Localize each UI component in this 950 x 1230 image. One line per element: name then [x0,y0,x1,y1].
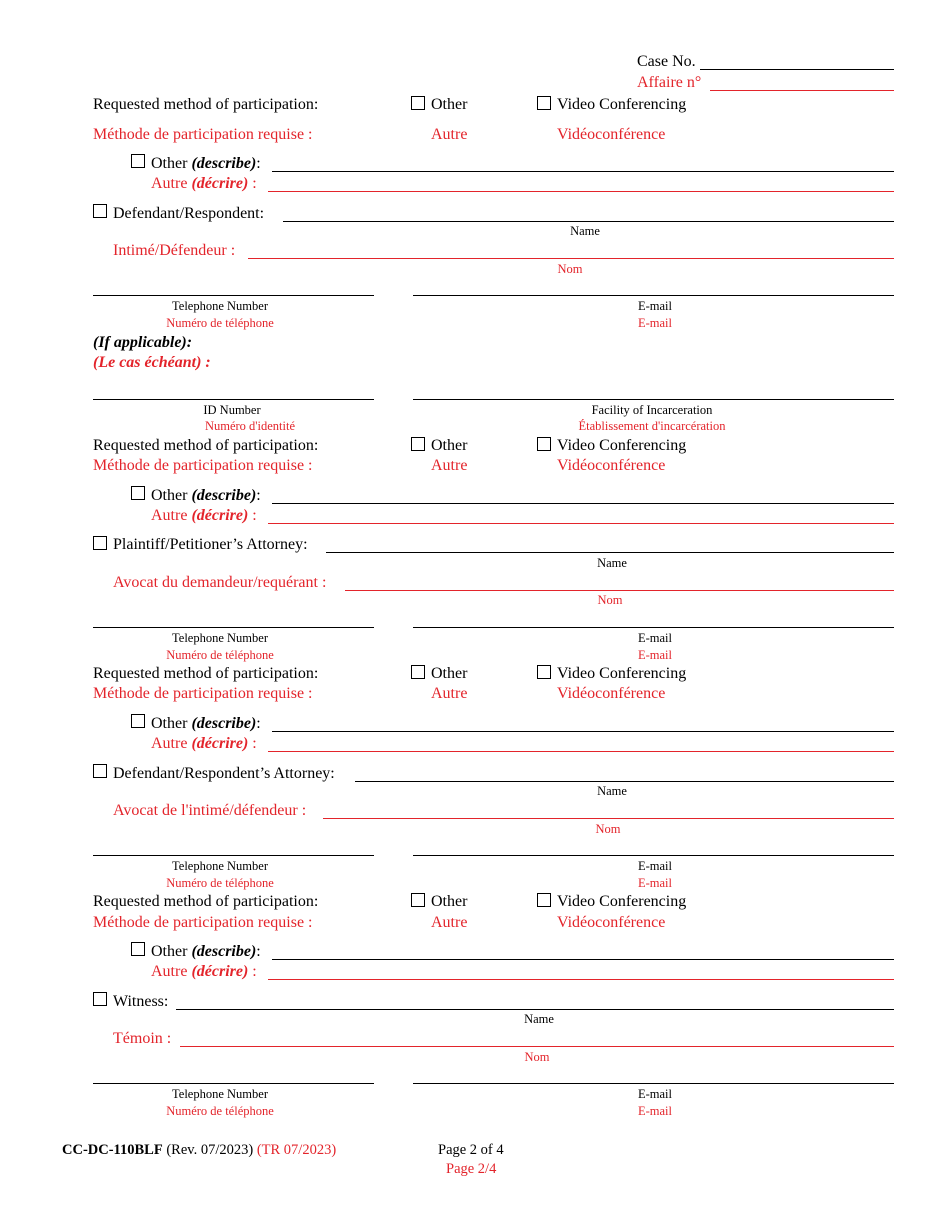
name-caption-fr: Nom [597,593,623,607]
defendant-label-fr: Intimé/Défendeur : [113,242,236,259]
other-describe-checkbox[interactable] [131,942,145,956]
other-checkbox[interactable] [411,96,425,110]
facility-caption: Facility of Incarceration [591,403,713,417]
video-conferencing-label: Video Conferencing [557,893,687,910]
plaintiff-attorney-name-line-fr [345,590,894,591]
plaintiff-attorney-name-field[interactable] [326,552,894,553]
video-conferencing-label-fr: Vidéoconférence [557,457,666,474]
defendant-checkbox[interactable] [93,204,107,218]
other-describe-label-fr: Autre (décrire) : [151,175,257,192]
other-label: Other [431,665,468,682]
other-describe-field[interactable] [272,731,894,732]
witness-label: Witness: [113,993,169,1010]
defendant-attorney-checkbox[interactable] [93,764,107,778]
other-label: Other [431,893,468,910]
other-label-fr: Autre [431,457,468,474]
other-describe-field-line-fr [268,751,894,752]
plaintiff-attorney-label-fr: Avocat du demandeur/requérant : [113,574,327,591]
method-label-fr: Méthode de participation requise : [93,457,313,474]
email-caption-fr: E-mail [637,648,672,662]
defendant-attorney-label: Defendant/Respondent’s Attorney: [113,765,335,782]
method-label: Requested method of participation: [93,665,319,682]
name-caption-fr: Nom [524,1050,550,1064]
other-describe-checkbox[interactable] [131,486,145,500]
method-label: Requested method of participation: [93,437,319,454]
email-caption: E-mail [637,859,672,873]
video-conferencing-label: Video Conferencing [557,437,687,454]
video-conferencing-checkbox[interactable] [537,437,551,451]
defendant-attorney-label-fr: Avocat de l'intimé/défendeur : [113,802,307,819]
video-conferencing-label: Video Conferencing [557,665,687,682]
facility-caption-fr: Établissement d'incarcération [578,419,726,433]
other-describe-label: Other (describe): [151,155,261,172]
other-describe-label-fr: Autre (décrire) : [151,963,257,980]
affaire-no-field-line [710,90,894,91]
phone-caption-fr: Numéro de téléphone [166,648,274,662]
witness-checkbox[interactable] [93,992,107,1006]
email-caption: E-mail [637,299,672,313]
other-label: Other [431,437,468,454]
name-caption: Name [570,224,600,238]
email-caption-fr: E-mail [637,316,672,330]
form-id-footer: CC-DC-110BLF (Rev. 07/2023) (TR 07/2023) [62,1142,337,1158]
if-applicable-label: (If applicable): [93,334,193,351]
witness-name-field[interactable] [176,1009,894,1010]
email-caption-fr: E-mail [637,1104,672,1118]
defendant-name-line-fr [248,258,894,259]
phone-caption-fr: Numéro de téléphone [166,876,274,890]
other-describe-label: Other (describe): [151,487,261,504]
phone-caption: Telephone Number [172,299,268,313]
video-conferencing-checkbox[interactable] [537,96,551,110]
other-label: Other [431,96,468,113]
other-checkbox[interactable] [411,665,425,679]
name-caption: Name [524,1012,554,1026]
other-label-fr: Autre [431,126,468,143]
defendant-attorney-email-field[interactable] [413,855,894,856]
witness-email-field[interactable] [413,1083,894,1084]
defendant-phone-field[interactable] [93,295,374,296]
other-checkbox[interactable] [411,893,425,907]
case-no-label: Case No. [637,53,696,70]
page-number: Page 2 of 4 [438,1142,504,1158]
defendant-attorney-name-field[interactable] [355,781,894,782]
plaintiff-attorney-email-field[interactable] [413,627,894,628]
id-number-caption-fr: Numéro d'identité [204,419,296,433]
defendant-email-field[interactable] [413,295,894,296]
witness-name-line-fr [180,1046,894,1047]
phone-caption: Telephone Number [172,859,268,873]
name-caption: Name [597,556,627,570]
other-describe-label-fr: Autre (décrire) : [151,507,257,524]
id-number-field[interactable] [93,399,374,400]
other-describe-field[interactable] [272,503,894,504]
plaintiff-attorney-phone-field[interactable] [93,627,374,628]
page-number-fr: Page 2/4 [446,1161,497,1177]
video-conferencing-checkbox[interactable] [537,665,551,679]
phone-caption-fr: Numéro de téléphone [166,1104,274,1118]
email-caption: E-mail [637,631,672,645]
other-label-fr: Autre [431,685,468,702]
defendant-label: Defendant/Respondent: [113,205,265,222]
video-conferencing-checkbox[interactable] [537,893,551,907]
other-describe-label-fr: Autre (décrire) : [151,735,257,752]
other-describe-label: Other (describe): [151,715,261,732]
other-describe-field-line-fr [268,979,894,980]
if-applicable-label-fr: (Le cas échéant) : [93,354,211,371]
id-number-caption: ID Number [203,403,261,417]
video-conferencing-label: Video Conferencing [557,96,687,113]
phone-caption: Telephone Number [172,631,268,645]
phone-caption-fr: Numéro de téléphone [166,316,274,330]
plaintiff-attorney-checkbox[interactable] [93,536,107,550]
video-conferencing-label-fr: Vidéoconférence [557,126,666,143]
method-label: Requested method of participation: [93,96,319,113]
defendant-attorney-name-line-fr [323,818,894,819]
other-describe-checkbox[interactable] [131,714,145,728]
method-label-fr: Méthode de participation requise : [93,914,313,931]
other-checkbox[interactable] [411,437,425,451]
other-describe-field[interactable] [272,959,894,960]
plaintiff-attorney-label: Plaintiff/Petitioner’s Attorney: [113,536,308,553]
other-describe-field-line-fr [268,523,894,524]
affaire-no-label: Affaire n° [637,74,702,91]
method-label-fr: Méthode de participation requise : [93,685,313,702]
video-conferencing-label-fr: Vidéoconférence [557,914,666,931]
other-describe-field[interactable] [272,171,894,172]
phone-caption: Telephone Number [172,1087,268,1101]
email-caption-fr: E-mail [637,876,672,890]
other-describe-field-line-fr [268,191,894,192]
defendant-attorney-phone-field[interactable] [93,855,374,856]
email-caption: E-mail [637,1087,672,1101]
case-no-field[interactable] [700,69,894,70]
name-caption-fr: Nom [557,262,583,276]
video-conferencing-label-fr: Vidéoconférence [557,685,666,702]
name-caption-fr: Nom [595,822,621,836]
other-label-fr: Autre [431,914,468,931]
other-describe-checkbox[interactable] [131,154,145,168]
method-label-fr: Méthode de participation requise : [93,126,313,143]
facility-field[interactable] [413,399,894,400]
other-describe-label: Other (describe): [151,943,261,960]
witness-label-fr: Témoin : [113,1030,172,1047]
name-caption: Name [597,784,627,798]
witness-phone-field[interactable] [93,1083,374,1084]
method-label: Requested method of participation: [93,893,319,910]
defendant-name-field[interactable] [283,221,894,222]
